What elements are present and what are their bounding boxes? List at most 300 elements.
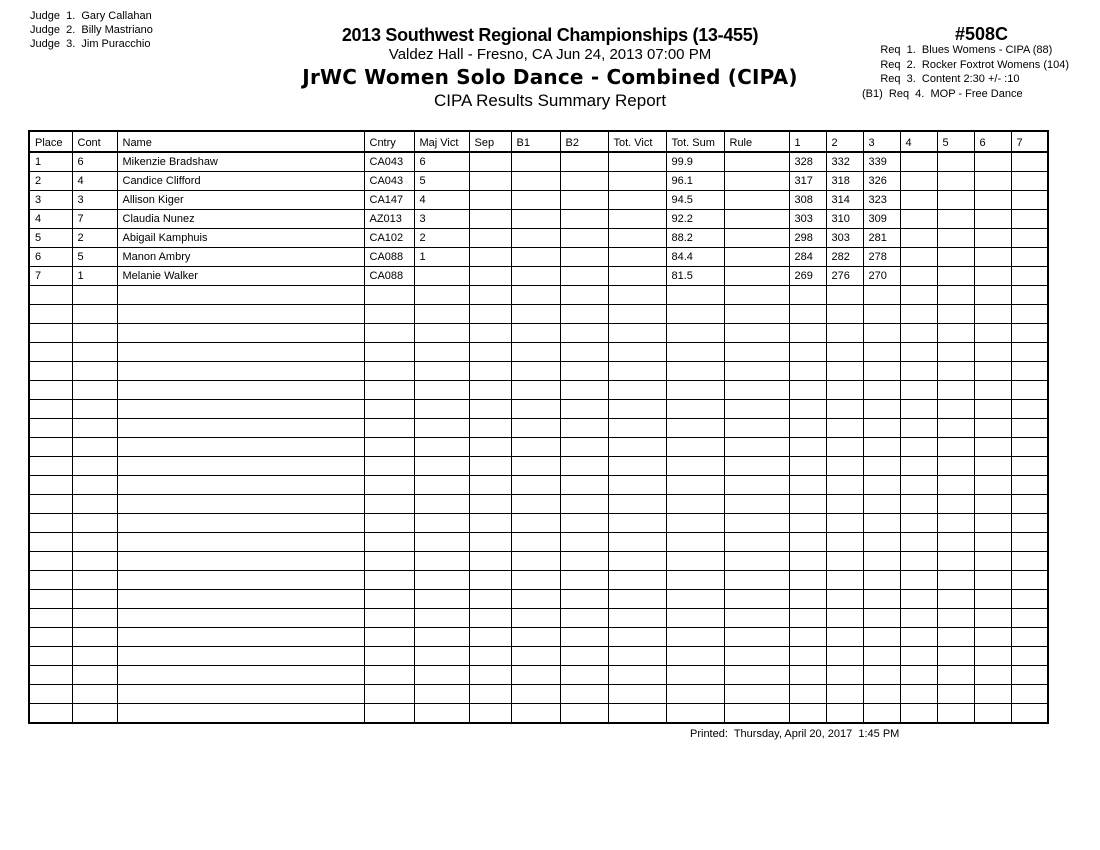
cell-sep: [469, 590, 511, 609]
cell-cont: [72, 457, 117, 476]
requirement-3: Req 3. Content 2:30 +/- :10: [862, 73, 1020, 85]
cell-maj-vict: 4: [414, 191, 469, 210]
cell-name: [117, 305, 364, 324]
cell-maj-vict: [414, 666, 469, 685]
cell-cont: [72, 419, 117, 438]
cell-judge-7: [1011, 552, 1048, 571]
cell-cntry: [364, 362, 414, 381]
cell-maj-vict: [414, 476, 469, 495]
cell-sep: [469, 571, 511, 590]
cell-place: [29, 666, 72, 685]
cell-judge-2: [826, 476, 863, 495]
cell-cont: 7: [72, 210, 117, 229]
empty-table-row: [29, 343, 1048, 362]
requirements-list: [862, 43, 1069, 101]
cell-judge-4: [900, 590, 937, 609]
cell-judge-4: [900, 533, 937, 552]
cell-judge-2: [826, 343, 863, 362]
empty-table-row: [29, 400, 1048, 419]
cell-rule: [724, 476, 789, 495]
cell-tot-vict: [608, 191, 666, 210]
cell-cntry: [364, 495, 414, 514]
cell-maj-vict: [414, 381, 469, 400]
cell-tot-vict: [608, 533, 666, 552]
cell-judge-1: 303: [789, 210, 826, 229]
cell-tot-sum: 99.9: [666, 152, 724, 172]
cell-rule: [724, 609, 789, 628]
cell-tot-vict: [608, 210, 666, 229]
cell-tot-sum: [666, 609, 724, 628]
cell-cntry: [364, 647, 414, 666]
cell-place: 3: [29, 191, 72, 210]
cell-judge-6: [974, 704, 1011, 724]
cell-name: [117, 704, 364, 724]
cell-judge-4: [900, 495, 937, 514]
cell-name: [117, 286, 364, 305]
cell-judge-2: [826, 305, 863, 324]
cell-place: [29, 514, 72, 533]
cell-sep: [469, 324, 511, 343]
cell-tot-sum: 84.4: [666, 248, 724, 267]
cell-b1: [511, 229, 560, 248]
cell-cntry: [364, 685, 414, 704]
cell-judge-4: [900, 191, 937, 210]
cell-cont: [72, 400, 117, 419]
cell-sep: [469, 286, 511, 305]
cell-tot-sum: [666, 628, 724, 647]
cell-judge-7: [1011, 381, 1048, 400]
cell-cont: [72, 628, 117, 647]
cell-cont: 6: [72, 152, 117, 172]
cell-cntry: [364, 305, 414, 324]
cell-b1: [511, 476, 560, 495]
cell-maj-vict: [414, 514, 469, 533]
cell-judge-1: [789, 666, 826, 685]
table-row: [29, 152, 1048, 172]
col-tot-vict: Tot. Vict: [608, 131, 666, 152]
cell-rule: [724, 343, 789, 362]
cell-tot-vict: [608, 590, 666, 609]
cell-rule: [724, 628, 789, 647]
cell-judge-2: 332: [826, 152, 863, 172]
cell-judge-3: [863, 305, 900, 324]
cell-b1: [511, 609, 560, 628]
cell-name: Manon Ambry: [117, 248, 364, 267]
cell-b2: [560, 685, 608, 704]
printed-timestamp: Printed: Thursday, April 20, 2017 1:45 PM: [690, 728, 900, 740]
cell-judge-2: [826, 628, 863, 647]
cell-sep: [469, 514, 511, 533]
cell-place: 1: [29, 152, 72, 172]
cell-judge-5: [937, 609, 974, 628]
cell-name: [117, 552, 364, 571]
cell-judge-1: [789, 362, 826, 381]
cell-sep: [469, 419, 511, 438]
cell-tot-sum: 81.5: [666, 267, 724, 286]
cell-tot-sum: [666, 666, 724, 685]
col-judge-1: 1: [789, 131, 826, 152]
cell-maj-vict: [414, 419, 469, 438]
cell-place: 7: [29, 267, 72, 286]
cell-tot-vict: [608, 400, 666, 419]
cell-cntry: [364, 343, 414, 362]
cell-maj-vict: [414, 324, 469, 343]
cell-maj-vict: 1: [414, 248, 469, 267]
cell-name: Allison Kiger: [117, 191, 364, 210]
cell-judge-6: [974, 552, 1011, 571]
cell-name: [117, 628, 364, 647]
cell-b2: [560, 152, 608, 172]
cell-judge-7: [1011, 666, 1048, 685]
cell-tot-sum: [666, 381, 724, 400]
cell-cont: [72, 343, 117, 362]
cell-cont: [72, 609, 117, 628]
cell-judge-6: [974, 343, 1011, 362]
cell-b2: [560, 248, 608, 267]
cell-judge-2: [826, 457, 863, 476]
col-judge-2: 2: [826, 131, 863, 152]
cell-name: [117, 324, 364, 343]
cell-judge-2: [826, 381, 863, 400]
cell-judge-3: [863, 666, 900, 685]
cell-judge-5: [937, 286, 974, 305]
cell-rule: [724, 362, 789, 381]
cell-name: [117, 571, 364, 590]
cell-judge-5: [937, 362, 974, 381]
table-row: [29, 210, 1048, 229]
cell-judge-1: [789, 571, 826, 590]
cell-judge-3: 281: [863, 229, 900, 248]
cell-judge-6: [974, 400, 1011, 419]
cell-judge-5: [937, 552, 974, 571]
cell-tot-sum: 92.2: [666, 210, 724, 229]
cell-judge-2: 303: [826, 229, 863, 248]
cell-rule: [724, 419, 789, 438]
cell-judge-2: [826, 362, 863, 381]
cell-place: [29, 457, 72, 476]
cell-cont: [72, 666, 117, 685]
cell-place: [29, 381, 72, 400]
col-tot-sum: Tot. Sum: [666, 131, 724, 152]
cell-judge-7: [1011, 476, 1048, 495]
cell-judge-3: [863, 400, 900, 419]
cell-tot-vict: [608, 514, 666, 533]
cell-b1: [511, 286, 560, 305]
table-row: [29, 172, 1048, 191]
cell-judge-5: [937, 590, 974, 609]
cell-tot-sum: [666, 324, 724, 343]
cell-judge-6: [974, 457, 1011, 476]
cell-tot-vict: [608, 286, 666, 305]
cell-sep: [469, 457, 511, 476]
cell-judge-3: [863, 343, 900, 362]
col-b2: B2: [560, 131, 608, 152]
cell-tot-vict: [608, 628, 666, 647]
cell-judge-3: [863, 476, 900, 495]
empty-table-row: [29, 381, 1048, 400]
requirement-2: Req 2. Rocker Foxtrot Womens (104): [862, 58, 1070, 71]
table-row: [29, 229, 1048, 248]
cell-judge-5: [937, 419, 974, 438]
cell-judge-6: [974, 286, 1011, 305]
cell-judge-6: [974, 609, 1011, 628]
cell-place: [29, 400, 72, 419]
cell-judge-1: [789, 552, 826, 571]
cell-tot-vict: [608, 685, 666, 704]
cell-maj-vict: [414, 495, 469, 514]
cell-judge-6: [974, 362, 1011, 381]
cell-judge-5: [937, 191, 974, 210]
cell-name: [117, 609, 364, 628]
cell-judge-1: [789, 400, 826, 419]
cell-b2: [560, 438, 608, 457]
cell-place: 5: [29, 229, 72, 248]
cell-cntry: CA043: [364, 152, 414, 172]
cell-cntry: [364, 552, 414, 571]
cell-b1: [511, 267, 560, 286]
cell-judge-5: [937, 514, 974, 533]
report-title: CIPA Results Summary Report: [433, 91, 667, 110]
cell-judge-5: [937, 666, 974, 685]
cell-rule: [724, 438, 789, 457]
cell-b1: [511, 685, 560, 704]
cell-sep: [469, 343, 511, 362]
cell-judge-7: [1011, 248, 1048, 267]
cell-judge-5: [937, 533, 974, 552]
cell-judge-1: [789, 685, 826, 704]
cell-rule: [724, 229, 789, 248]
cell-judge-6: [974, 210, 1011, 229]
cell-b2: [560, 172, 608, 191]
cell-judge-5: [937, 229, 974, 248]
cell-cont: [72, 362, 117, 381]
cell-cntry: [364, 590, 414, 609]
cell-tot-vict: [608, 495, 666, 514]
cell-judge-1: [789, 343, 826, 362]
cell-judge-5: [937, 381, 974, 400]
cell-judge-4: [900, 628, 937, 647]
cell-judge-7: [1011, 685, 1048, 704]
cell-judge-6: [974, 647, 1011, 666]
cell-judge-1: [789, 381, 826, 400]
cell-judge-3: 309: [863, 210, 900, 229]
cell-judge-4: [900, 286, 937, 305]
cell-place: [29, 362, 72, 381]
cell-b2: [560, 476, 608, 495]
cell-sep: [469, 152, 511, 172]
cell-judge-2: [826, 533, 863, 552]
cell-b2: [560, 381, 608, 400]
cell-tot-sum: [666, 286, 724, 305]
cell-judge-1: [789, 609, 826, 628]
cell-maj-vict: [414, 571, 469, 590]
cell-judge-1: [789, 533, 826, 552]
cell-b2: [560, 286, 608, 305]
cell-judge-4: [900, 172, 937, 191]
cell-b2: [560, 495, 608, 514]
cell-place: [29, 438, 72, 457]
empty-table-row: [29, 552, 1048, 571]
cell-name: [117, 381, 364, 400]
cell-judge-2: [826, 609, 863, 628]
cell-cont: 3: [72, 191, 117, 210]
cell-sep: [469, 552, 511, 571]
cell-judge-4: [900, 362, 937, 381]
cell-b2: [560, 210, 608, 229]
cell-judge-4: [900, 324, 937, 343]
cell-cont: [72, 324, 117, 343]
table-body: [29, 152, 1048, 723]
cell-judge-7: [1011, 438, 1048, 457]
cell-name: [117, 685, 364, 704]
results-table: [28, 130, 1049, 724]
cell-judge-3: [863, 552, 900, 571]
empty-table-row: [29, 590, 1048, 609]
cell-b2: [560, 533, 608, 552]
cell-judge-1: [789, 514, 826, 533]
cell-judge-1: 269: [789, 267, 826, 286]
cell-judge-1: [789, 590, 826, 609]
cell-judge-3: [863, 419, 900, 438]
cell-maj-vict: 2: [414, 229, 469, 248]
cell-place: [29, 647, 72, 666]
cell-tot-vict: [608, 571, 666, 590]
judge-2: Judge 2. Billy Mastriano: [30, 24, 153, 36]
cell-sep: [469, 476, 511, 495]
cell-judge-7: [1011, 628, 1048, 647]
empty-table-row: [29, 286, 1048, 305]
col-sep: Sep: [469, 131, 511, 152]
cell-maj-vict: 3: [414, 210, 469, 229]
cell-judge-2: [826, 704, 863, 724]
empty-table-row: [29, 571, 1048, 590]
cell-place: [29, 343, 72, 362]
cell-cont: [72, 552, 117, 571]
cell-judge-3: [863, 647, 900, 666]
cell-judge-7: [1011, 609, 1048, 628]
cell-judge-3: [863, 457, 900, 476]
cell-rule: [724, 305, 789, 324]
cell-b1: [511, 571, 560, 590]
cell-judge-7: [1011, 152, 1048, 172]
cell-b1: [511, 400, 560, 419]
cell-judge-6: [974, 476, 1011, 495]
cell-judge-5: [937, 457, 974, 476]
cell-b2: [560, 514, 608, 533]
cell-judge-2: [826, 438, 863, 457]
competition-title: 2013 Southwest Regional Championships (13-455): [341, 25, 759, 45]
cell-judge-2: [826, 400, 863, 419]
cell-judge-1: 284: [789, 248, 826, 267]
cell-b1: [511, 191, 560, 210]
cell-judge-7: [1011, 362, 1048, 381]
cell-cntry: [364, 324, 414, 343]
cell-cntry: [364, 533, 414, 552]
cell-judge-4: [900, 267, 937, 286]
cell-judge-1: [789, 419, 826, 438]
cell-tot-vict: [608, 229, 666, 248]
cell-b1: [511, 343, 560, 362]
cell-name: Candice Clifford: [117, 172, 364, 191]
cell-tot-sum: [666, 419, 724, 438]
cell-tot-vict: [608, 419, 666, 438]
cell-place: [29, 609, 72, 628]
cell-judge-1: [789, 457, 826, 476]
cell-judge-4: [900, 476, 937, 495]
cell-b1: [511, 457, 560, 476]
cell-judge-1: [789, 286, 826, 305]
cell-cntry: [364, 628, 414, 647]
cell-name: [117, 590, 364, 609]
cell-sep: [469, 438, 511, 457]
cell-name: Melanie Walker: [117, 267, 364, 286]
cell-maj-vict: [414, 457, 469, 476]
cell-judge-4: [900, 381, 937, 400]
cell-judge-4: [900, 514, 937, 533]
cell-b1: [511, 152, 560, 172]
cell-judge-2: 276: [826, 267, 863, 286]
cell-judge-5: [937, 210, 974, 229]
cell-rule: [724, 286, 789, 305]
cell-tot-sum: 94.5: [666, 191, 724, 210]
cell-judge-4: [900, 704, 937, 724]
cell-judge-6: [974, 152, 1011, 172]
cell-sep: [469, 210, 511, 229]
cell-tot-sum: 96.1: [666, 172, 724, 191]
cell-judge-3: 323: [863, 191, 900, 210]
cell-b2: [560, 666, 608, 685]
cell-judge-7: [1011, 191, 1048, 210]
cell-cont: 4: [72, 172, 117, 191]
cell-judge-2: [826, 666, 863, 685]
col-cntry: Cntry: [364, 131, 414, 152]
cell-judge-6: [974, 666, 1011, 685]
cell-judge-3: [863, 685, 900, 704]
col-maj-vict: Maj Vict: [414, 131, 469, 152]
cell-maj-vict: [414, 305, 469, 324]
cell-judge-7: [1011, 457, 1048, 476]
cell-tot-vict: [608, 381, 666, 400]
cell-b1: [511, 704, 560, 724]
cell-sep: [469, 191, 511, 210]
cell-judge-4: [900, 457, 937, 476]
table-row: [29, 248, 1048, 267]
cell-judge-7: [1011, 210, 1048, 229]
cell-sep: [469, 533, 511, 552]
cell-tot-sum: [666, 590, 724, 609]
cell-judge-2: 310: [826, 210, 863, 229]
cell-tot-sum: [666, 438, 724, 457]
cell-cont: [72, 571, 117, 590]
cell-judge-7: [1011, 590, 1048, 609]
empty-table-row: [29, 533, 1048, 552]
cell-rule: [724, 400, 789, 419]
cell-judge-3: 326: [863, 172, 900, 191]
cell-rule: [724, 704, 789, 724]
cell-judge-1: [789, 324, 826, 343]
cell-place: [29, 628, 72, 647]
cell-b1: [511, 305, 560, 324]
col-judge-7: 7: [1011, 131, 1048, 152]
cell-b1: [511, 438, 560, 457]
cell-judge-3: [863, 324, 900, 343]
cell-judge-1: [789, 476, 826, 495]
col-judge-3: 3: [863, 131, 900, 152]
cell-cont: 2: [72, 229, 117, 248]
empty-table-row: [29, 514, 1048, 533]
cell-b2: [560, 704, 608, 724]
cell-rule: [724, 152, 789, 172]
